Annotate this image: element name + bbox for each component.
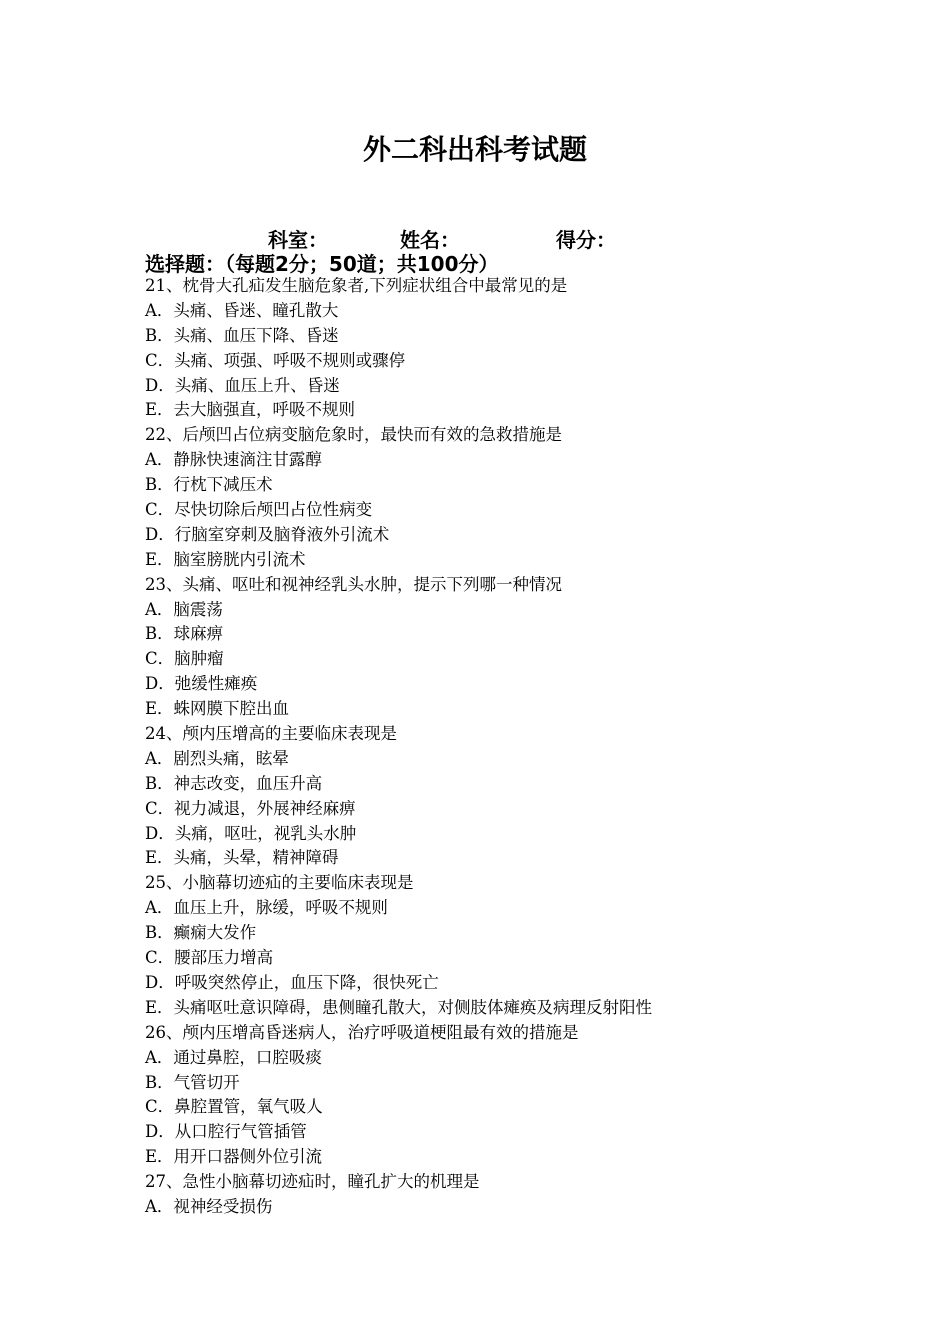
question-25: 25、小脑幕切迹疝的主要临床表现是 <box>145 873 414 893</box>
option-line: E．蛛网膜下腔出血 <box>145 699 290 719</box>
option-line: B．行枕下减压术 <box>145 475 273 495</box>
question-27: 27、急性小脑幕切迹疝时，瞳孔扩大的机理是 <box>145 1172 480 1192</box>
question-list <box>145 274 935 1220</box>
option-line: D．弛缓性瘫痪 <box>145 674 258 694</box>
name-label: 姓名： <box>400 228 460 252</box>
option-line: B．神志改变，血压升高 <box>145 773 323 793</box>
option-line: D．呼吸突然停止，血压下降，很快死亡 <box>145 972 439 992</box>
question-21: 21、枕骨大孔疝发生脑危象者,下列症状组合中最常见的是 <box>145 276 568 295</box>
option-line: B．头痛、血压下降、昏迷 <box>145 325 339 345</box>
score-label: 得分： <box>556 228 616 252</box>
option-line: A．脑震荡 <box>145 599 223 619</box>
option-line: A．血压上升，脉缓，呼吸不规则 <box>145 898 388 918</box>
option-line: E．头痛，头晕，精神障碍 <box>145 848 339 868</box>
option-line: C．腰部压力增高 <box>145 948 274 968</box>
question-24: 24、颅内压增高的主要临床表现是 <box>145 724 397 744</box>
option-line: A．剧烈头痛，眩晕 <box>145 748 289 768</box>
option-line: D．头痛、血压上升、昏迷 <box>145 375 340 395</box>
option-line: A．视神经受损伤 <box>145 1196 273 1216</box>
option-line: E．脑室膀胱内引流术 <box>145 549 306 569</box>
question-22: 22、后颅凹占位病变脑危象时，最快而有效的急救措施是 <box>145 425 562 445</box>
option-line: B．球麻痹 <box>145 624 224 644</box>
exam-title: 外二科出科考试题 <box>362 133 587 166</box>
question-26: 26、颅内压增高昏迷病人，治疗呼吸道梗阻最有效的措施是 <box>145 1022 579 1042</box>
option-line: C．尽快切除后颅凹占位性病变 <box>145 500 373 520</box>
department-label: 科室： <box>268 228 328 252</box>
option-line: E．用开口器侧外位引流 <box>145 1147 323 1167</box>
option-line: A．通过鼻腔，口腔吸痰 <box>145 1047 322 1067</box>
option-line: E．去大脑强直，呼吸不规则 <box>145 400 356 420</box>
option-line: B．癫痫大发作 <box>145 923 257 943</box>
option-line: E．头痛呕吐意识障碍，患侧瞳孔散大，对侧肢体瘫痪及病理反射阳性 <box>145 997 653 1017</box>
section-heading: 选择题：（每题2分；50道；共100分） <box>145 252 499 276</box>
option-line: C．鼻腔置管，氧气吸人 <box>145 1097 323 1117</box>
option-line: A．头痛、昏迷、瞳孔散大 <box>145 300 339 320</box>
option-line: D．头痛，呕吐，视乳头水肿 <box>145 823 357 843</box>
option-line: C．脑肿瘤 <box>145 649 224 669</box>
option-line: D．从口腔行气管插管 <box>145 1122 307 1142</box>
option-line: C．头痛、项强、呼吸不规则或骤停 <box>145 350 406 370</box>
option-line: B．气管切开 <box>145 1072 240 1092</box>
option-line: D．行脑室穿刺及脑脊液外引流术 <box>145 524 390 544</box>
option-line: C．视力减退，外展神经麻痹 <box>145 798 356 818</box>
question-23: 23、头痛、呕吐和视神经乳头水肿，提示下列哪一种情况 <box>145 574 562 594</box>
option-line: A．静脉快速滴注甘露醇 <box>145 450 322 470</box>
